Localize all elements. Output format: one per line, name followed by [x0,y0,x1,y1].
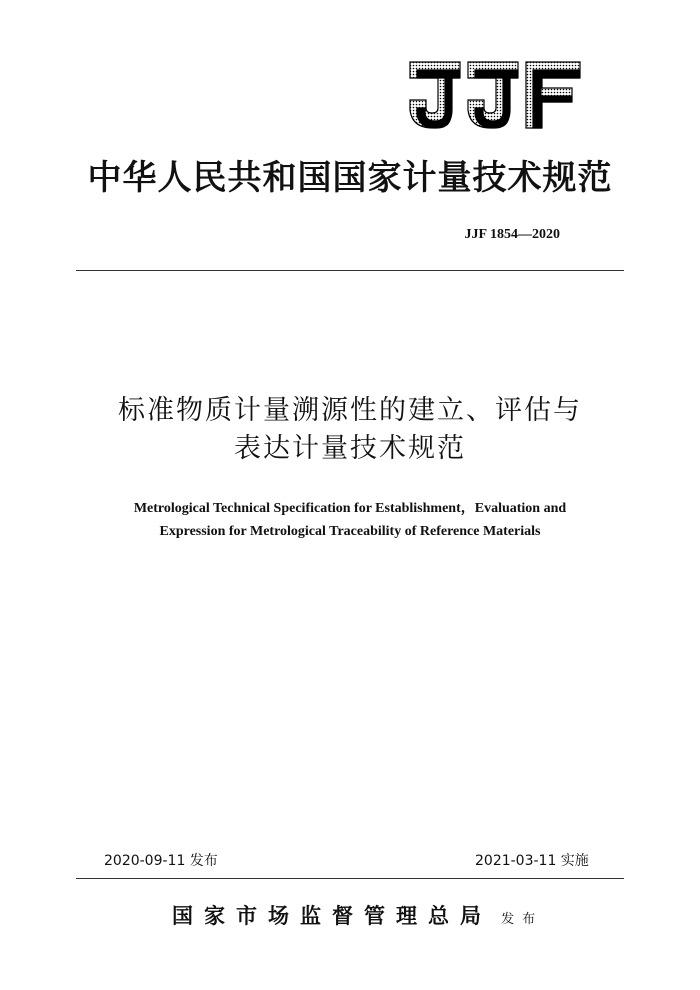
bottom-divider [76,878,624,879]
jjf-logo [406,58,584,134]
document-title-zh-line2: 表达计量技术规范 [234,433,466,464]
top-divider [76,270,624,271]
issue-date: 2020-09-11 发布 [104,853,218,869]
document-title-zh [0,392,700,468]
document-title-en [0,497,700,543]
publisher-action: 发布 [501,912,544,927]
document-title-en-line1: Metrological Technical Specification for Establishment，Evaluation and [133,501,567,516]
category-title: 中华人民共和国国家计量技术规范 [87,158,613,198]
document-title-en-line2: Expression for Metrological Traceability of Reference Materials [159,524,541,539]
publisher-line [172,900,543,930]
standard-number: JJF 1854—2020 [464,227,560,242]
document-title-zh-line1: 标准物质计量溯源性的建立、评估与 [118,395,582,426]
implement-date: 2021-03-11 实施 [475,853,589,869]
publisher-name: 国家市场监督管理总局 [172,903,492,928]
jjf-logo-graphic [406,58,584,134]
